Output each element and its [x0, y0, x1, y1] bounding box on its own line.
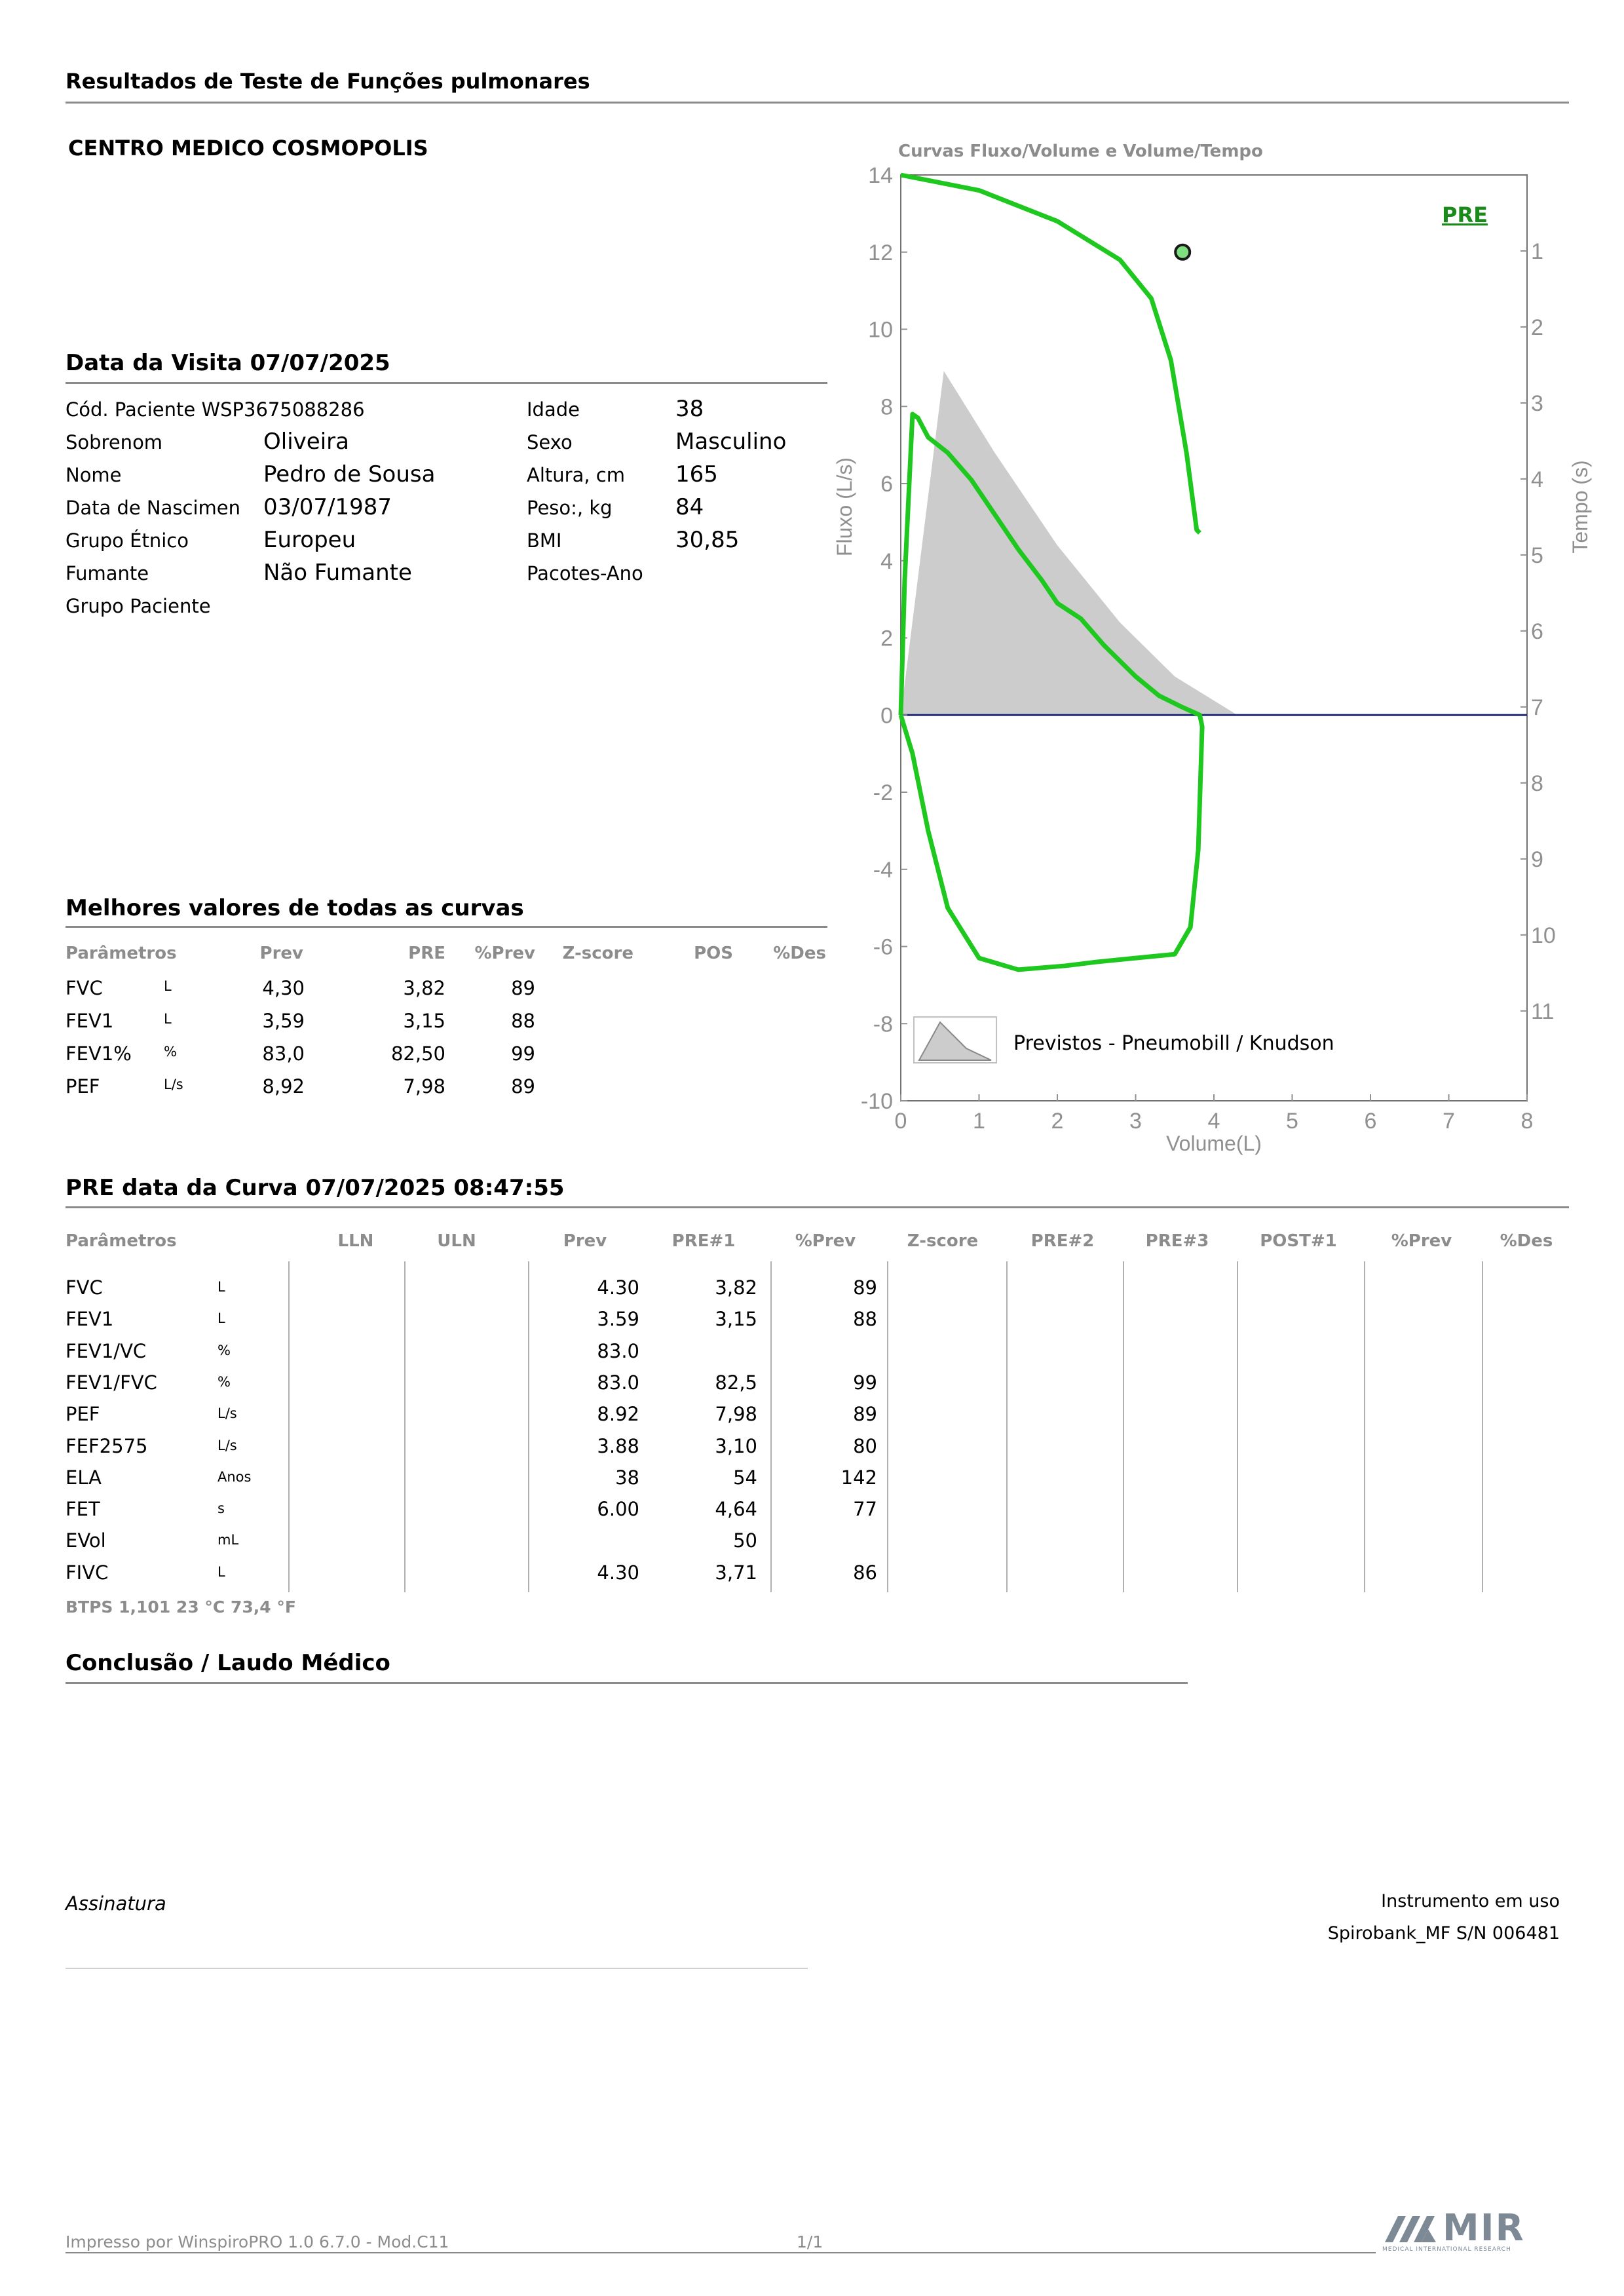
curve-param: FEV1/VC [66, 1339, 147, 1362]
best-divider [66, 926, 827, 928]
y2-tick-label: 6 [1531, 619, 1543, 644]
curve-pprev: 88 [853, 1308, 877, 1331]
column-separator [404, 1261, 406, 1592]
curve-unit: mL [217, 1532, 239, 1548]
best-header: Prev [259, 944, 303, 963]
field-label: Sobrenom [66, 431, 163, 453]
best-prev: 4,30 [262, 977, 305, 999]
curve-pprev: 89 [853, 1403, 877, 1426]
x-tick-label: 6 [1364, 1109, 1377, 1134]
field-value: 38 [675, 396, 704, 422]
curve-pre1: 3,15 [715, 1308, 757, 1331]
curve-header: ULN [437, 1231, 476, 1251]
best-pre: 3,82 [403, 977, 445, 999]
curve-pre1: 3,82 [715, 1276, 757, 1299]
curve-prev: 8.92 [597, 1403, 639, 1426]
best-header: POS [694, 944, 733, 963]
curve-pprev: 77 [853, 1498, 877, 1521]
best-prev: 3,59 [262, 1010, 305, 1032]
predicted-area [901, 371, 1237, 715]
y-axis-label: Fluxo (L/s) [833, 457, 856, 557]
field-label: Pacotes-Ano [527, 562, 643, 584]
curve-header: %Prev [795, 1231, 856, 1251]
y-tick-label: 2 [880, 626, 893, 651]
best-header: %Des [773, 944, 826, 963]
y2-tick-label: 11 [1531, 999, 1555, 1024]
best-title: Melhores valores de todas as curvas [66, 895, 524, 921]
best-unit: L [164, 978, 172, 994]
x-tick-label: 4 [1207, 1109, 1220, 1134]
field-label: Data de Nascimen [66, 497, 240, 519]
y2-tick-label: 1 [1531, 239, 1543, 264]
curve-unit: L [217, 1279, 225, 1295]
best-header: PRE [408, 944, 445, 963]
curve-param: FET [66, 1498, 100, 1521]
curve-pprev: 142 [840, 1466, 877, 1489]
best-header: Z-score [562, 944, 633, 963]
column-separator [1237, 1261, 1238, 1592]
mir-logo [1382, 2202, 1566, 2254]
curve-header: %Des [1500, 1231, 1553, 1251]
best-pre: 7,98 [403, 1075, 445, 1098]
field-label: Peso:, kg [527, 497, 613, 519]
signature-label: Assinatura [66, 1892, 166, 1915]
curve-pre1: 50 [733, 1529, 757, 1552]
curve-prev: 3.88 [597, 1434, 639, 1457]
btps-text: BTPS 1,101 23 °C 73,4 °F [66, 1598, 296, 1617]
curve-pre1: 7,98 [715, 1403, 757, 1426]
column-separator [288, 1261, 290, 1592]
best-header: %Prev [474, 944, 535, 963]
field-value: 03/07/1987 [263, 494, 392, 520]
page-title: Resultados de Teste de Funções pulmonares [66, 69, 590, 94]
instrument-label: Instrumento em uso [1381, 1891, 1560, 1911]
x-tick-label: 8 [1520, 1109, 1534, 1134]
field-label: BMI [527, 529, 562, 552]
curve-header: Parâmetros [66, 1231, 177, 1251]
curve-header: Prev [563, 1231, 607, 1251]
predicted-legend-label: Previstos - Pneumobill / Knudson [1013, 1032, 1334, 1055]
footer-divider [66, 2252, 1376, 2253]
y2-tick-label: 9 [1531, 847, 1543, 872]
best-unit: L [164, 1011, 172, 1027]
x-tick-label: 2 [1051, 1109, 1064, 1134]
best-param: PEF [66, 1075, 100, 1098]
field-label: Sexo [527, 431, 573, 453]
curve-param: FEV1/FVC [66, 1371, 157, 1394]
field-label: Fumante [66, 562, 149, 584]
field-value: 165 [675, 461, 718, 488]
curve-param: FEV1 [66, 1308, 114, 1331]
field-value: Pedro de Sousa [263, 461, 436, 488]
best-unit: % [164, 1044, 177, 1060]
best-pprev: 88 [511, 1010, 535, 1032]
flow-volume-chart [825, 157, 1592, 1179]
visit-divider [66, 382, 827, 384]
curve-param: ELA [66, 1466, 102, 1489]
column-separator [1123, 1261, 1124, 1592]
y2-tick-label: 5 [1531, 543, 1543, 568]
end-of-test-marker [1175, 245, 1190, 259]
conclusion-title: Conclusão / Laudo Médico [66, 1650, 390, 1676]
y-tick-label: -6 [873, 934, 893, 960]
curve-divider [66, 1206, 1569, 1208]
curve-header: LLN [337, 1231, 374, 1251]
field-label: Altura, cm [527, 464, 625, 486]
curve-prev: 83.0 [597, 1339, 639, 1362]
y2-tick-label: 3 [1531, 391, 1543, 416]
y-tick-label: -4 [873, 857, 893, 883]
x-tick-label: 0 [894, 1109, 907, 1134]
column-separator [887, 1261, 888, 1592]
logo-text: MIR [1443, 2207, 1525, 2249]
patient-code: Cód. Paciente WSP3675088286 [66, 398, 365, 421]
curve-prev: 4.30 [597, 1561, 639, 1584]
visit-title: Data da Visita 07/07/2025 [66, 350, 390, 376]
instrument-value: Spirobank_MF S/N 006481 [1327, 1923, 1560, 1943]
y2-tick-label: 7 [1531, 695, 1543, 720]
field-label: Grupo Étnico [66, 529, 189, 552]
y-tick-label: 10 [868, 317, 893, 343]
curve-unit: % [217, 1342, 231, 1358]
curve-pprev: 86 [853, 1561, 877, 1584]
y-tick-label: 12 [868, 240, 893, 265]
y-tick-label: 14 [868, 163, 893, 188]
curve-unit: s [217, 1501, 225, 1517]
curve-prev: 83.0 [597, 1371, 639, 1394]
field-value: Europeu [263, 527, 356, 553]
curve-prev: 6.00 [597, 1498, 639, 1521]
y2-tick-label: 8 [1531, 771, 1543, 796]
curve-pprev: 89 [853, 1276, 877, 1299]
column-separator [1006, 1261, 1008, 1592]
curve-header: PRE#2 [1030, 1231, 1095, 1251]
x-tick-label: 1 [973, 1109, 985, 1134]
curve-header: PRE#1 [671, 1231, 736, 1251]
field-value: 84 [675, 494, 704, 520]
y-tick-label: 4 [880, 548, 893, 574]
curve-pre1: 3,71 [715, 1561, 757, 1584]
field-label: Idade [527, 398, 580, 421]
best-pre: 3,15 [403, 1010, 445, 1032]
conclusion-divider [66, 1682, 1188, 1684]
field-value: Não Fumante [263, 560, 412, 586]
best-prev: 8,92 [262, 1075, 305, 1098]
field-label: Grupo Paciente [66, 595, 211, 617]
curve-title: PRE data da Curva 07/07/2025 08:47:55 [66, 1175, 565, 1201]
field-value: Masculino [675, 429, 787, 455]
curve-prev: 4.30 [597, 1276, 639, 1299]
best-param: FEV1 [66, 1010, 114, 1032]
best-pprev: 89 [511, 1075, 535, 1098]
x-tick-label: 3 [1129, 1109, 1142, 1134]
curve-unit: L/s [217, 1437, 237, 1453]
y-tick-label: -2 [873, 780, 893, 805]
curve-param: FIVC [66, 1561, 109, 1584]
curve-param: FEF2575 [66, 1434, 148, 1457]
y-tick-label: 0 [880, 703, 893, 729]
curve-unit: Anos [217, 1468, 252, 1485]
best-pre: 82,50 [390, 1043, 445, 1065]
best-header: Parâmetros [66, 944, 177, 963]
curve-pre1: 3,10 [715, 1434, 757, 1457]
curve-param: PEF [66, 1403, 100, 1426]
signature-line [66, 1968, 808, 1969]
field-label: Nome [66, 464, 122, 486]
y2-axis-label: Tempo (s) [1568, 460, 1592, 554]
y-tick-label: -10 [860, 1089, 893, 1114]
curve-header: Z-score [907, 1231, 979, 1251]
best-unit: L/s [164, 1077, 183, 1092]
center-name: CENTRO MEDICO COSMOPOLIS [68, 136, 428, 161]
curve-pre1: 54 [733, 1466, 757, 1489]
best-param: FEV1% [66, 1043, 132, 1065]
page-number: 1/1 [797, 2232, 823, 2251]
y-tick-label: 8 [880, 394, 893, 420]
curve-unit: L [217, 1563, 225, 1580]
y2-tick-label: 10 [1531, 923, 1556, 948]
curve-header: POST#1 [1260, 1231, 1337, 1251]
field-value: Oliveira [263, 429, 349, 455]
y2-tick-label: 2 [1531, 315, 1543, 340]
y2-tick-label: 4 [1531, 467, 1543, 492]
x-tick-label: 7 [1443, 1109, 1455, 1134]
column-separator [1364, 1261, 1365, 1592]
curve-prev: 38 [615, 1466, 639, 1489]
logo-subtext: MEDICAL INTERNATIONAL RESEARCH [1382, 2246, 1511, 2253]
curve-prev: 3.59 [597, 1308, 639, 1331]
x-axis-label: Volume(L) [1166, 1132, 1262, 1155]
curve-unit: % [217, 1373, 231, 1390]
curve-param: FVC [66, 1276, 103, 1299]
curve-param: EVol [66, 1529, 106, 1552]
x-tick-label: 5 [1286, 1109, 1298, 1134]
y-tick-label: 6 [880, 472, 893, 497]
curve-header: %Prev [1391, 1231, 1452, 1251]
best-pprev: 89 [511, 977, 535, 999]
y-tick-label: -8 [873, 1012, 893, 1037]
printed-by: Impresso por WinspiroPRO 1.0 6.7.0 - Mod.C11 [66, 2232, 449, 2251]
column-separator [1482, 1261, 1483, 1592]
curve-pprev: 99 [853, 1371, 877, 1394]
field-value: 30,85 [675, 527, 740, 553]
best-prev: 83,0 [262, 1043, 305, 1065]
curve-pprev: 80 [853, 1434, 877, 1457]
curve-unit: L/s [217, 1406, 237, 1422]
chart-title: Curvas Fluxo/Volume e Volume/Tempo [898, 142, 1263, 161]
header-divider [66, 102, 1569, 104]
pre-legend: PRE [1442, 202, 1488, 227]
curve-unit: L [217, 1311, 225, 1327]
curve-pre1: 4,64 [715, 1498, 757, 1521]
best-param: FVC [66, 977, 103, 999]
curve-pre1: 82,5 [715, 1371, 757, 1394]
curve-header: PRE#3 [1145, 1231, 1209, 1251]
best-pprev: 99 [511, 1043, 535, 1065]
